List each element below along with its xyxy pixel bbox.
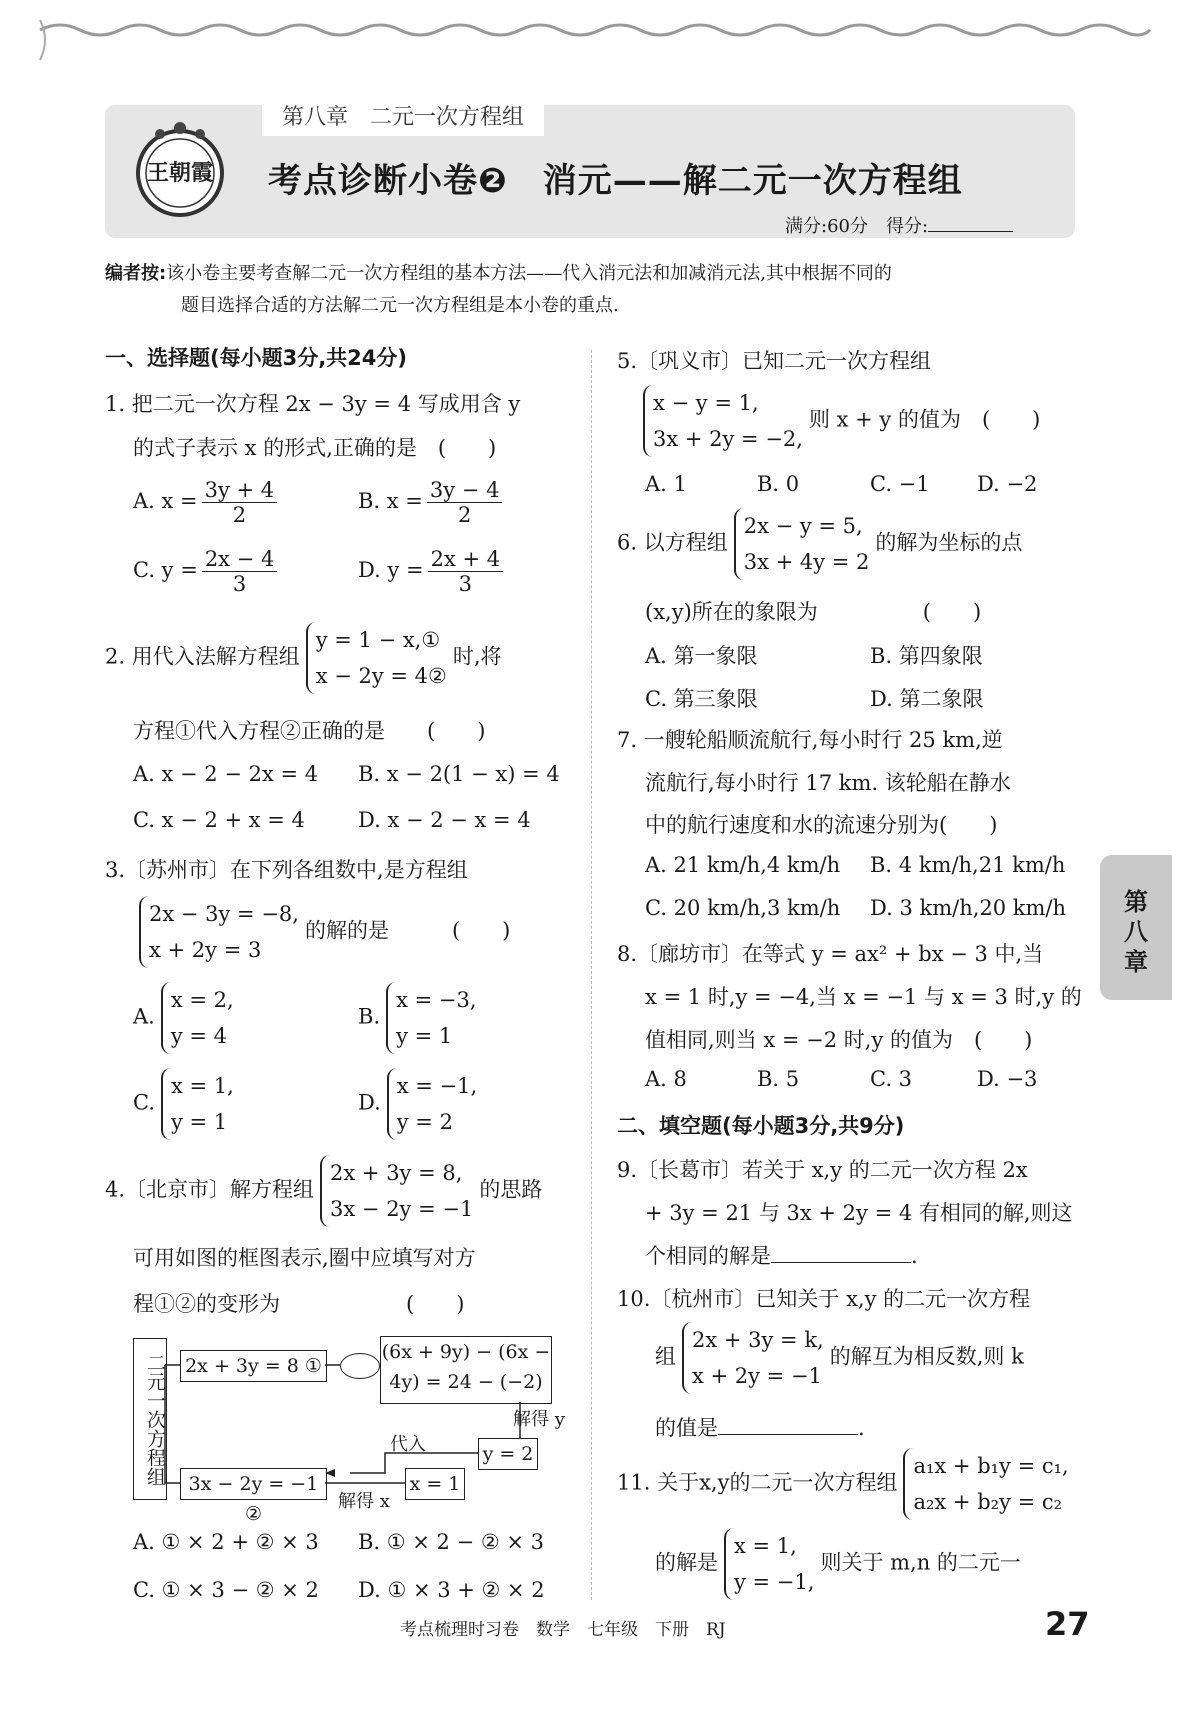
q3-a1: x = 2, xyxy=(170,988,234,1012)
chapter-label: 第八章 二元一次方程组 xyxy=(262,100,544,136)
q1-option-a xyxy=(133,478,281,527)
q3-option-a: A.x = 2, y = 4 xyxy=(133,982,240,1054)
q3-option-b: B.x = −3, y = 1 xyxy=(358,982,483,1054)
q11-solution xyxy=(724,1528,814,1600)
q9-line2: + 3y = 21 与 3x + 2y = 4 有相同的解,则这 xyxy=(645,1201,1073,1225)
q4-post: 的思路 xyxy=(479,1177,543,1202)
score-line xyxy=(785,212,1013,238)
q7-option-a: A. 21 km/h,4 km/h xyxy=(645,853,841,877)
q4-fig-arrows xyxy=(160,1330,560,1510)
q2-post: 时,将 xyxy=(452,644,502,669)
q3-b1: x = −3, xyxy=(396,988,477,1012)
q8-line2: x = 1 时,y = −4,当 x = −1 与 x = 3 时,y 的 xyxy=(645,985,1082,1009)
q10-line2 xyxy=(655,1322,1024,1394)
q7-option-c: C. 20 km/h,3 km/h xyxy=(645,896,841,920)
q6-eq2: 3x + 4y = 2 xyxy=(743,550,870,574)
q10-line3: 的值是 . xyxy=(655,1416,865,1440)
q11-pre: 11. 关于x,y的二元一次方程组 xyxy=(617,1470,898,1495)
q6-line2: (x,y)所在的象限为 ( ) xyxy=(645,600,982,624)
q3-eq2: x + 2y = 3 xyxy=(149,938,262,962)
q6-option-c: C. 第三象限 xyxy=(645,687,758,711)
side-tab-label: 第八章 xyxy=(1124,888,1148,976)
q1-c-num: 2x − 4 xyxy=(202,547,278,572)
q5-line1: 5.〔巩义市〕已知二元一次方程组 xyxy=(617,349,932,373)
q1-line1: 1. 把二元一次方程 2x − 3y = 4 写成用含 y xyxy=(105,392,521,416)
score-text: 满分:60分 得分: xyxy=(785,216,929,237)
q8-option-b: B. 5 xyxy=(757,1067,800,1091)
q3-d2: y = 2 xyxy=(396,1110,453,1134)
score-blank[interactable] xyxy=(928,215,1013,232)
q11-eq1: a₁x + b₁y = c₁, xyxy=(913,1454,1069,1478)
q5-option-d: D. −2 xyxy=(977,472,1038,496)
q4-fig-substitute: 代入 xyxy=(390,1434,426,1455)
q7-line2: 流航行,每小时行 17 km. 该轮船在静水 xyxy=(645,771,1011,795)
q4-line2: 可用如图的框图表示,圈中应填写对方 xyxy=(133,1246,476,1270)
q6-post: 的解为坐标的点 xyxy=(875,530,1023,555)
q4-option-b: B. ① × 2 − ② × 3 xyxy=(358,1530,544,1554)
q11-s1: x = 1, xyxy=(734,1534,797,1558)
q2-option-a: A. x − 2 − 2x = 4 xyxy=(133,762,319,786)
q4-fig-solve-y: 解得 y xyxy=(513,1409,565,1430)
q6-option-d: D. 第二象限 xyxy=(870,687,984,711)
q9-line3: 个相同的解是 . xyxy=(645,1244,918,1268)
q11-post2: 则关于 m,n 的二元一 xyxy=(820,1550,1021,1575)
q5-option-a: A. 1 xyxy=(645,472,687,496)
q3-c1: x = 1, xyxy=(171,1074,234,1098)
q1-b-pre: B. x = xyxy=(358,489,423,513)
q6-option-a: A. 第一象限 xyxy=(645,644,758,668)
q5-eq2: 3x + 2y = −2, xyxy=(653,427,803,451)
q2-option-d: D. x − 2 − x = 4 xyxy=(358,808,531,832)
q10-post: 的解互为相反数,则 k xyxy=(829,1344,1024,1369)
note-label: 编者按: xyxy=(105,263,167,284)
q4-line1 xyxy=(105,1155,542,1227)
q11-line2 xyxy=(655,1528,1021,1600)
note-line2: 题目选择合适的方法解二元一次方程组是本小卷的重点. xyxy=(181,295,619,316)
q3-line2 xyxy=(133,896,510,968)
q8-option-c: C. 3 xyxy=(870,1067,913,1091)
q1-d-num: 2x + 4 xyxy=(428,547,504,572)
q1-c-pre: C. y = xyxy=(133,558,198,582)
q11-line1 xyxy=(617,1448,1075,1520)
q6-option-b: B. 第四象限 xyxy=(870,644,983,668)
q1-d-pre: D. y = xyxy=(358,558,424,582)
note-line1: 该小卷主要考查解二元一次方程组的基本方法——代入消元法和加减消元法,其中根据不同的 xyxy=(166,263,892,284)
q4-fig-eq1-box: 2x + 3y = 8 ① xyxy=(180,1350,327,1382)
page-number: 27 xyxy=(1045,1605,1090,1643)
section-fill: 二、填空题(每小题3分,共9分) xyxy=(617,1114,905,1138)
q2-line1 xyxy=(105,622,502,694)
q6-eq1: 2x − y = 5, xyxy=(743,514,863,538)
q6-system xyxy=(734,508,870,580)
q8-option-a: A. 8 xyxy=(645,1067,687,1091)
q4-fig-x-box: x = 1 xyxy=(405,1468,465,1500)
q1-d-den: 3 xyxy=(458,572,473,596)
q11-system xyxy=(903,1448,1068,1520)
q3-b2: y = 1 xyxy=(396,1024,453,1048)
page-title: 考点诊断小卷❷ 消元——解二元一次方程组 xyxy=(268,161,963,201)
q10-line1: 10.〔杭州市〕已知关于 x,y 的二元一次方程 xyxy=(617,1287,1031,1311)
q5-system xyxy=(643,385,803,457)
q6-line1 xyxy=(617,508,1022,580)
q3-option-d: D.x = −1, y = 2 xyxy=(358,1068,483,1140)
q7-line1: 7. 一艘轮船顺流航行,每小时行 25 km,逆 xyxy=(617,728,1003,752)
q9-text: 个相同的解是 xyxy=(645,1244,771,1268)
q4-eq1: 2x + 3y = 8, xyxy=(330,1161,463,1185)
q1-option-b xyxy=(358,478,506,527)
q8-line1: 8.〔廊坊市〕在等式 y = ax² + bx − 3 中,当 xyxy=(617,942,1044,966)
q4-fig-b3a: (6x + 9y) − (6x − xyxy=(381,1341,551,1363)
q1-b-den: 2 xyxy=(457,503,472,527)
q3-eq1: 2x − 3y = −8, xyxy=(149,902,299,926)
q5-eq1: x − y = 1, xyxy=(653,391,759,415)
q4-pre: 4.〔北京市〕解方程组 xyxy=(105,1177,315,1202)
q11-pre2: 的解是 xyxy=(655,1550,718,1575)
q11-s2: y = −1, xyxy=(734,1570,815,1594)
q7-line3: 中的航行速度和水的流速分别为( ) xyxy=(645,813,998,837)
q6-pre: 6. 以方程组 xyxy=(617,530,728,555)
section-choice: 一、选择题(每小题3分,共24分) xyxy=(105,346,408,370)
q8-option-d: D. −3 xyxy=(977,1067,1038,1091)
q4-option-c: C. ① × 3 − ② × 2 xyxy=(133,1578,319,1602)
q8-line3: 值相同,则当 x = −2 时,y 的值为 ( ) xyxy=(645,1028,1033,1052)
q10-pre: 组 xyxy=(655,1344,676,1369)
q1-a-den: 2 xyxy=(232,503,247,527)
q5-post: 则 x + y 的值为 ( ) xyxy=(808,407,1041,432)
q4-fig-solve-x: 解得 x xyxy=(338,1491,390,1512)
q2-option-b: B. x − 2(1 − x) = 4 xyxy=(358,762,560,786)
editor-note xyxy=(105,258,1075,322)
q3-c2: y = 1 xyxy=(171,1110,228,1134)
q4-eq2: 3x − 2y = −1 xyxy=(330,1197,474,1221)
q5-option-c: C. −1 xyxy=(870,472,930,496)
q4-system xyxy=(320,1155,473,1227)
q10-eq2: x + 2y = −1 xyxy=(692,1364,822,1388)
q2-system xyxy=(306,622,447,694)
q4-fig-eq2-box: 3x − 2y = −1 ② xyxy=(180,1468,327,1500)
q7-option-d: D. 3 km/h,20 km/h xyxy=(870,896,1067,920)
logo-seal-icon xyxy=(125,118,235,223)
q10-eq1: 2x + 3y = k, xyxy=(692,1328,824,1352)
q3-option-c: C.x = 1, y = 1 xyxy=(133,1068,240,1140)
q2-option-c: C. x − 2 + x = 4 xyxy=(133,808,305,832)
footer-text: 考点梳理时习卷 数学 七年级 下册 RJ xyxy=(400,1620,726,1640)
q2-eq2: x − 2y = 4② xyxy=(315,664,447,688)
q1-option-c xyxy=(133,547,281,596)
q2-pre: 2. 用代入法解方程组 xyxy=(105,644,300,669)
q1-a-pre: A. x = xyxy=(133,489,198,513)
q10-text: 的值是 xyxy=(655,1416,718,1440)
q1-option-d xyxy=(358,547,507,596)
q4-line3: 程①②的变形为 ( ) xyxy=(133,1292,465,1316)
q4-option-d: D. ① × 3 + ② × 2 xyxy=(358,1578,545,1602)
q9-answer-blank[interactable] xyxy=(771,1244,911,1263)
q3-line1: 3.〔苏州市〕在下列各组数中,是方程组 xyxy=(105,858,468,882)
q1-a-num: 3y + 4 xyxy=(202,478,278,503)
q10-system xyxy=(682,1322,824,1394)
q1-line2: 的式子表示 x 的形式,正确的是 ( ) xyxy=(133,436,497,460)
q4-option-a: A. ① × 2 + ② × 3 xyxy=(133,1530,319,1554)
svg-text:王朝霞: 王朝霞 xyxy=(146,160,214,186)
q11-eq2: a₂x + b₂y = c₂ xyxy=(913,1490,1063,1514)
q4-fig-side-label: 二元一次方程组 xyxy=(133,1338,167,1500)
column-divider xyxy=(591,350,592,1600)
q2-line2: 方程①代入方程②正确的是 ( ) xyxy=(133,719,486,743)
q3-post: 的解的是 ( ) xyxy=(304,918,511,943)
q4-fig-y-box: y = 2 xyxy=(478,1438,538,1470)
q10-answer-blank[interactable] xyxy=(718,1416,858,1435)
chapter-side-tab[interactable] xyxy=(1100,855,1172,1000)
q3-system xyxy=(139,896,299,968)
q5-line2 xyxy=(637,385,1040,457)
q5-option-b: B. 0 xyxy=(757,472,800,496)
q9-line1: 9.〔长葛市〕若关于 x,y 的二元一次方程 2x xyxy=(617,1158,1028,1182)
q4-fig-b3b: 4y) = 24 − (−2) xyxy=(389,1371,543,1393)
q2-eq1: y = 1 − x,① xyxy=(315,628,441,652)
q1-b-num: 3y − 4 xyxy=(427,478,503,503)
q7-option-b: B. 4 km/h,21 km/h xyxy=(870,853,1066,877)
q1-c-den: 3 xyxy=(232,572,247,596)
q3-d1: x = −1, xyxy=(396,1074,478,1098)
q3-a2: y = 4 xyxy=(170,1024,228,1048)
